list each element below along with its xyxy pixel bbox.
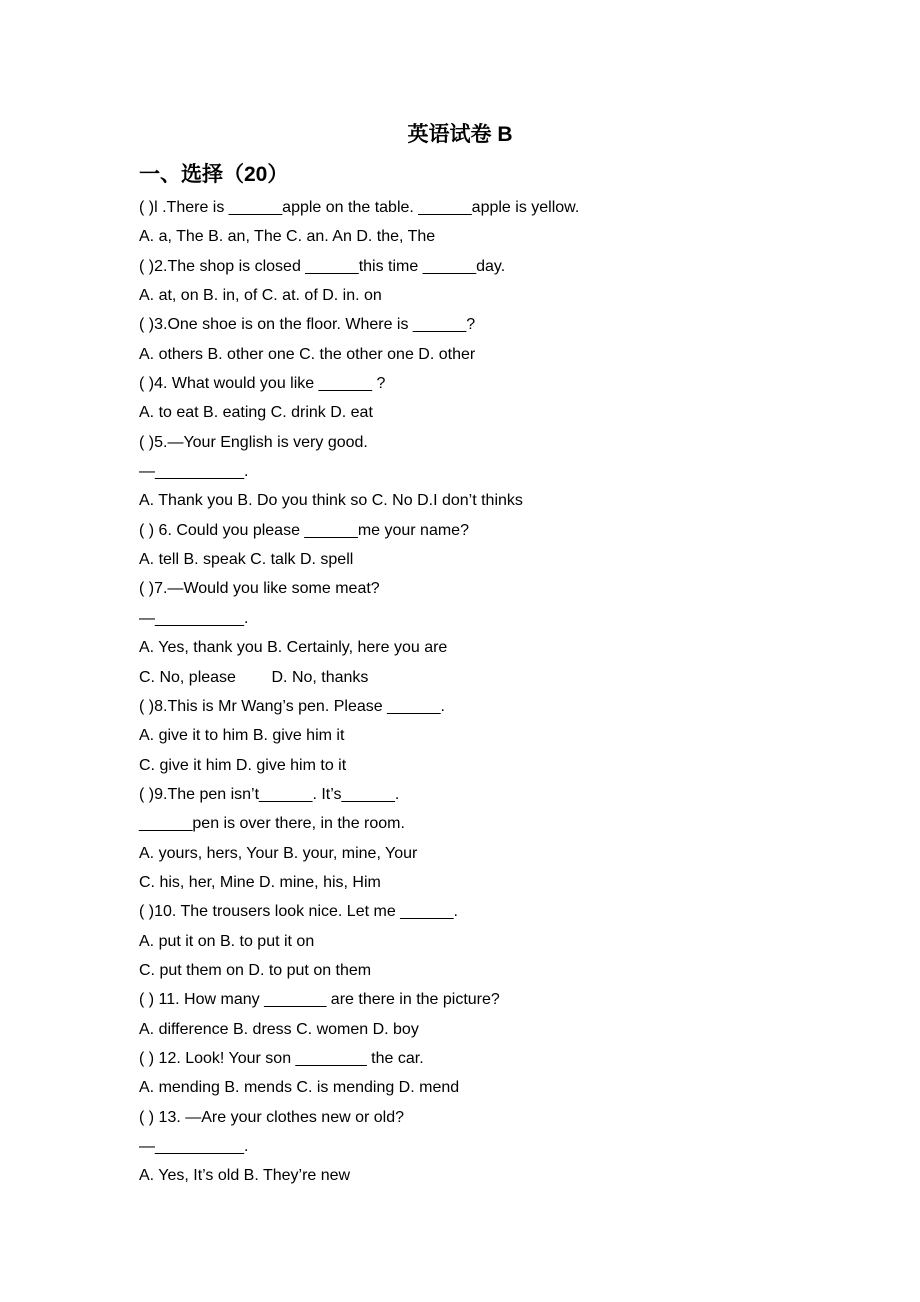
question-list xyxy=(139,193,839,1191)
question-line: ( )10. The trousers look nice. Let me ______. xyxy=(139,903,458,921)
question-line: ( )9.The pen isn’t______. It’s______. xyxy=(139,785,400,803)
answer-options-line: A. Thank you B. Do you think so C. No D.I don’t thinks xyxy=(139,492,523,510)
question-line: ( ) 12. Look! Your son ________ the car. xyxy=(139,1049,424,1067)
answer-options-line: A. difference B. dress C. women D. boy xyxy=(139,1020,419,1038)
question-line: ( )3.One shoe is on the floor. Where is ______? xyxy=(139,316,476,334)
answer-options-line: C. put them on D. to put on them xyxy=(139,961,372,979)
answer-options-line: C. No, please D. No, thanks xyxy=(139,668,369,686)
question-line: ( ) 11. How many _______ are there in the picture? xyxy=(139,991,500,1009)
question-line: ( )5.—Your English is very good. xyxy=(139,433,368,451)
answer-options-line: A. mending B. mends C. is mending D. mend xyxy=(139,1079,460,1097)
dialogue-blank-line: —__________. xyxy=(139,463,249,481)
page-title: 英语试卷 B xyxy=(407,123,513,146)
answer-options-line: A. yours, hers, Your B. your, mine, Your xyxy=(139,844,418,862)
question-line: ( )8.This is Mr Wang’s pen. Please ______. xyxy=(139,697,445,715)
answer-options-line: A. a, The B. an, The C. an. An D. the, The xyxy=(139,228,436,246)
answer-options-line: A. to eat B. eating C. drink D. eat xyxy=(139,404,373,422)
question-line: ( ) 13. —Are your clothes new or old? xyxy=(139,1108,405,1126)
answer-options-line: A. others B. other one C. the other one D. other xyxy=(139,345,476,363)
answer-options-line: A. Yes, It’s old B. They’re new xyxy=(139,1167,351,1185)
question-continuation-line: ______pen is over there, in the room. xyxy=(139,815,405,833)
question-line: ( ) 6. Could you please ______me your name? xyxy=(139,521,469,539)
answer-options-line: A. Yes, thank you B. Certainly, here you are xyxy=(139,639,448,657)
question-line: ( )l .There is ______apple on the table. ______apple is yellow. xyxy=(139,199,580,216)
answer-options-line: C. his, her, Mine D. mine, his, Him xyxy=(139,873,381,891)
question-line: ( )2.The shop is closed ______this time ______day. xyxy=(139,257,506,275)
answer-options-line: C. give it him D. give him to it xyxy=(139,756,347,774)
answer-options-line: A. at, on B. in, of C. at. of D. in. on xyxy=(139,287,382,305)
dialogue-blank-line: —__________. xyxy=(139,1138,249,1155)
section-heading: 一、选择（20） xyxy=(139,163,289,186)
answer-options-line: A. give it to him B. give him it xyxy=(139,727,345,745)
answer-options-line: A. tell B. speak C. talk D. spell xyxy=(139,551,354,569)
dialogue-blank-line: —__________. xyxy=(139,609,249,627)
question-line: ( )7.—Would you like some meat? xyxy=(139,580,380,598)
answer-options-line: A. put it on B. to put it on xyxy=(139,932,315,950)
question-line: ( )4. What would you like ______ ? xyxy=(139,375,386,393)
